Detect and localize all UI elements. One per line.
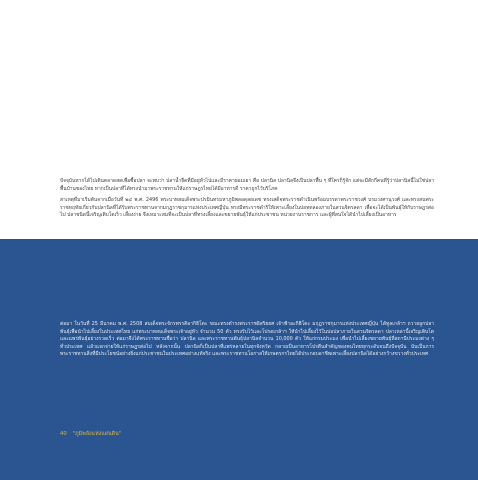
bottom-blue-panel: [0, 239, 478, 480]
page-number: 40: [60, 431, 67, 437]
paragraph-origin: สาเหตุที่มาเริ่มต้นจากเมื่อวันที่ ๒๔ พ.ศ. 2496 พระบาทสมเด็จพระปรมินทรมหาภูมิพลอดุลยเดช ทรงเสด็จพระราชดำเนินพร้อมบรรดาพระราชวงศ์ บรมวงศานุวงศ์ และทรงสนพระราชหฤทัยเกี่ยวกับปลานิลที่ได้รับพระราชทานจากมกุฎราชกุมารแห่งประเทศญี่ปุ่น ทรงมีพระราชดำริให้เพาะเลี้ยงในบ่อทดลองภายในสวนจิตรลดา เพื่อจะได้เป็นพันธุ์ให้กับราษฎรต่อไป ปลาชนิดนี้เจริญเติบโตเร็ว เลี้ยงง่าย จึงเหมาะสมที่จะเป็นปลาที่ทรงเลี้ยงและขยายพันธุ์ให้แก่ประชาชน หน่วยงานราชการ และผู้ที่สนใจได้นำไปเลี้ยงเป็นอาหาร: [60, 197, 434, 219]
book-title: "ภูมิพลังแห่งแผ่นดิน": [72, 431, 122, 437]
page-footer: [60, 431, 121, 438]
paragraph-intro: ปัจจุบันหากได้ไปเดินตลาดสดเพื่อซื้อปลา จะพบว่า ปลาน้ำจืดที่มีอยู่ทั่วไปและมีราคาย่อมเยา คือ ปลานิล ปลานิลจึงเป็นปลาพื้น ๆ ที่ใครก็รู้จัก แต่จะมีสักกี่คนที่รู้ว่าปลานิลนี้ไม่ใช่ปลาพื้นบ้านของไทย หากเป็นปลาที่ได้ทรงนำมาพระราชทานให้แก่ราษฎรไทยได้มีอาหารดี ราคาถูกไว้บริโภค: [60, 178, 434, 192]
paragraph-history: ต่อมา ในวันที่ 25 มีนาคม พ.ศ. 2508 สมเด็จพระจักรพรรดิอากิฮิโตะ ขณะทรงดำรงพระราชอิสริยยศ เจ้าฟ้าอะกิฮิโตะ มกุฎราชกุมารแห่งประเทศญี่ปุ่น ได้ทูลเกล้าฯ ถวายลูกปลาพันธุ์เพื่อนำไปเลี้ยงในประเทศไทย แก่พระบาทสมเด็จพระเจ้าอยู่หัว จำนวน 50 ตัว ทรงรับไว้และโปรดเกล้าฯ ให้นำไปเลี้ยงไว้ในบ่อปลาภายในสวนจิตรลดา ปลาเหล่านี้เจริญเติบโตและแพร่พันธุ์อย่างรวดเร็ว ต่อมาจึงได้พระราชทานชื่อว่า ปลานิล และพระราชทานพันธุ์ปลานิลจำนวน 10,000 ตัว ให้แก่กรมประมง เพื่อนำไปเลี้ยงขยายพันธุ์ที่สถานีประมงต่าง ๆ ทั่วประเทศ แล้วแจกจ่ายให้แก่ราษฎรต่อไป หลังจากนั้น ปลานิลก็เป็นปลาที่แพร่หลายในทุกจังหวัด กลายเป็นอาหารโปรตีนสำคัญของคนไทยทุกระดับจนถึงปัจจุบัน นับเป็นการพระราชทานสิ่งที่มีประโยชน์อย่างยิ่งแก่ประชาชนในประเทศอย่างแท้จริง และพระราชทานโอกาสให้เกษตรกรไทยได้ประกอบอาชีพเพาะเลี้ยงปลานิลได้อย่างกว้างขวางทั่วประเทศ: [60, 321, 434, 358]
